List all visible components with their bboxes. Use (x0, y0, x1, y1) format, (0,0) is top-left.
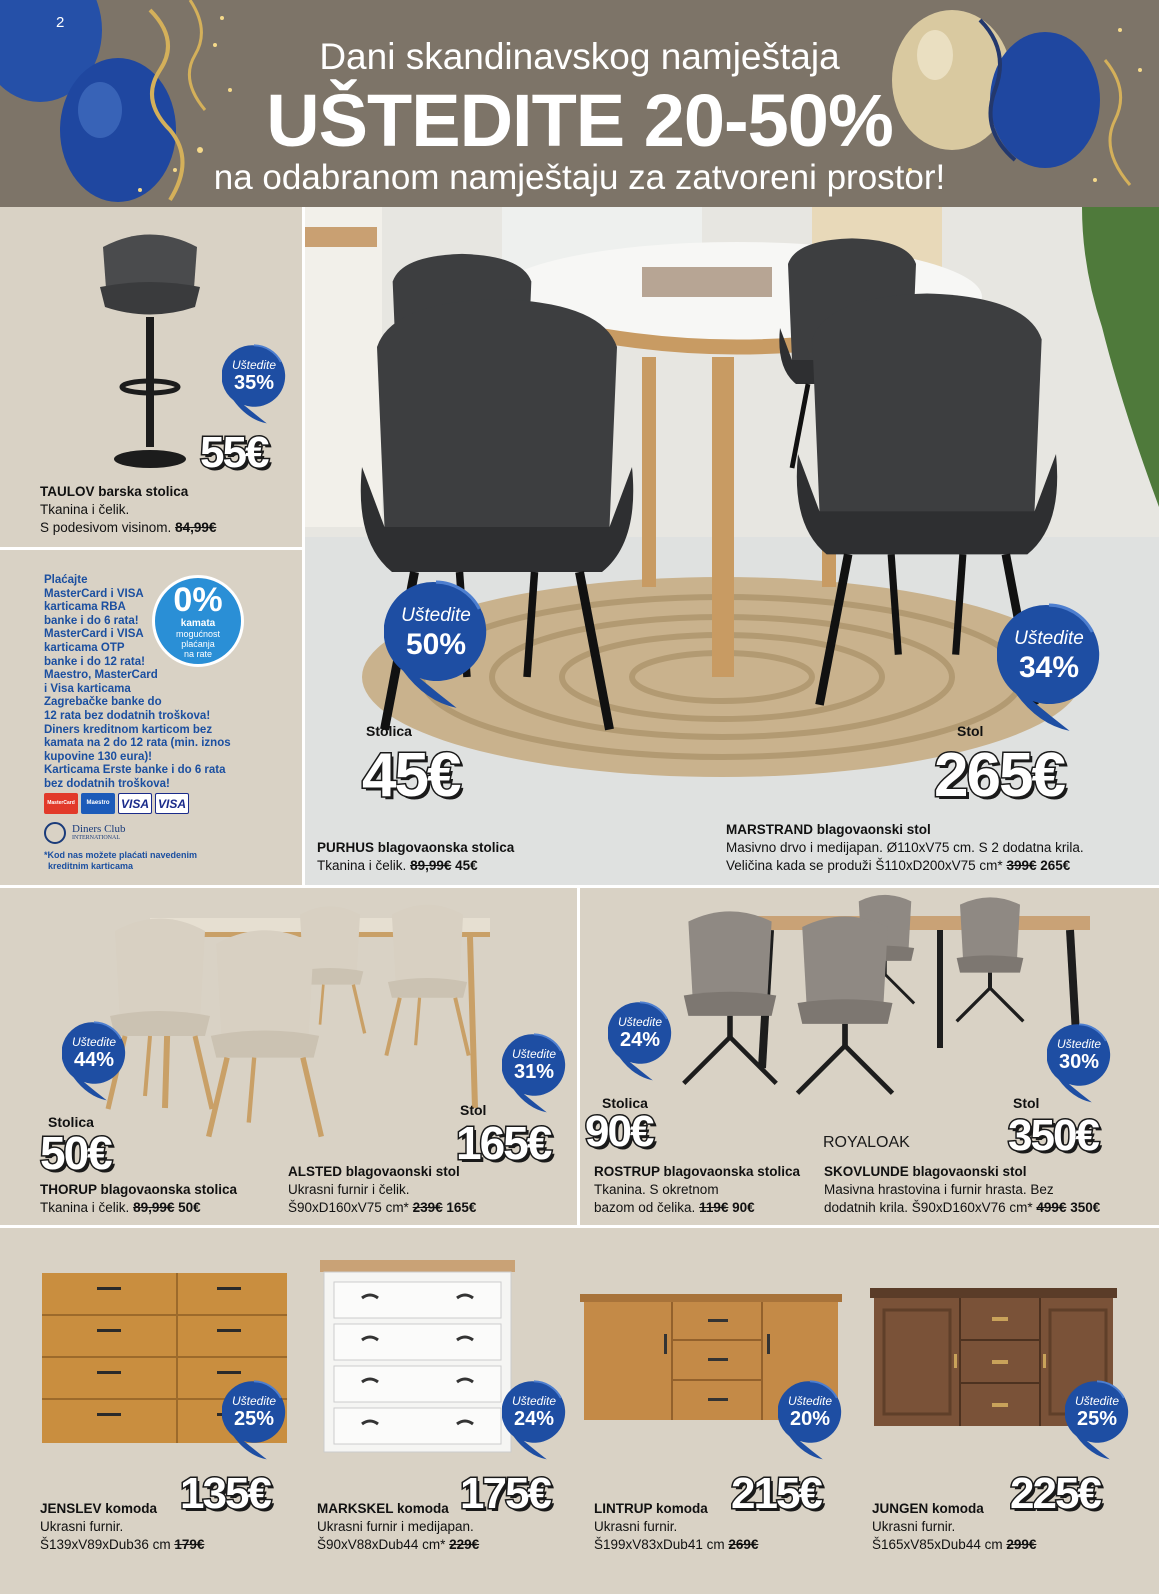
product-name: THORUP blagovaonska stolica (40, 1182, 238, 1197)
banner-tagline: na odabranom namještaju za zatvoreni prostor! (213, 158, 946, 197)
savings-badge: Uštedite 44% (62, 1021, 126, 1103)
rostrup-description: ROSTRUP blagovaonska stolica Tkanina. S okretnom bazom od čelika. 119€ 90€ (594, 1164, 801, 1215)
savings-badge: Uštedite 25% (222, 1380, 286, 1462)
product-name: TAULOV barska stolica (40, 484, 189, 499)
savings-badge: Uštedite 50% (384, 580, 488, 712)
price: 350€ (1008, 1111, 1098, 1160)
mastercard-logo: MasterCard (44, 793, 78, 814)
markskel-description: MARKSKEL komoda Ukrasni furnir i medijapan. Š90xV88xDub44 cm* 229€ (317, 1501, 480, 1552)
hero-dining-scene (302, 207, 1159, 885)
lintrup-description: LINTRUP komoda Ukrasni furnir. Š199xV83xDub41 cm 269€ (594, 1501, 759, 1552)
old-price: 89,99€ (410, 858, 452, 873)
product-name: JUNGEN komoda (872, 1501, 984, 1516)
product-jenslev[interactable] (0, 1228, 290, 1594)
product-alsted-thorup[interactable] (0, 888, 577, 1225)
divider (0, 547, 302, 550)
product-name: ROSTRUP blagovaonska stolica (594, 1164, 801, 1179)
visa-logo: VISA (118, 793, 152, 814)
diners-club-logo: Diners Club INTERNATIONAL (44, 822, 154, 846)
alsted-dining-set-image (100, 888, 520, 1148)
price: 90€ (585, 1107, 653, 1156)
product-jungen[interactable] (870, 1228, 1159, 1594)
promo-banner (0, 0, 1159, 207)
jungen-description: JUNGEN komoda Ukrasni furnir. Š165xV85xDub44 cm 299€ (872, 1501, 1037, 1552)
product-label: Stolica (48, 1114, 94, 1130)
product-label: Stolica (366, 723, 412, 739)
price: 225€ (1010, 1469, 1100, 1518)
payment-note: *Kod nas možete plaćati navedenim kreditnim karticama (44, 850, 198, 871)
savings-badge: Uštedite 31% (502, 1033, 566, 1115)
price: 265€ (934, 741, 1064, 810)
product-name: PURHUS blagovaonska stolica (317, 840, 515, 855)
price: 215€ (731, 1469, 821, 1518)
product-taulov[interactable] (0, 207, 302, 547)
old-price: 179€ (174, 1537, 205, 1552)
card-logos (44, 793, 194, 815)
visa-electron-logo: VISA (155, 793, 189, 814)
price: 55€ (200, 428, 268, 477)
product-name: MARKSKEL komoda (317, 1501, 449, 1516)
price: 165€ (456, 1117, 551, 1169)
jenslev-description: JENSLEV komoda Ukrasni furnir. Š139xV89xDub36 cm 179€ (40, 1501, 205, 1552)
banner-headline: UŠTEDITE 20-50% (266, 79, 893, 162)
product-skovlunde-rostrup[interactable] (580, 888, 1159, 1225)
payment-info: Plaćajte MasterCard i VISA karticama RBA banke i do 6 rata! MasterCard i VISA karticama OTP banke i do 12 rata! Maestro, MasterCard i Visa karticama Zagrebačke banke do 12 rata bez dodatnih troškova! Diners kreditnom karticom bez kamata na 2 do 12 rata (min. iznos kupovine 130 eura)! Karticama Erste banke i do 6 rata bez dodatnih troškova! (44, 574, 231, 790)
product-name: JENSLEV komoda (40, 1501, 158, 1516)
royaloak-logo: ROYALOAK (823, 1134, 910, 1151)
skovlunde-description: SKOVLUNDE blagovaonski stol Masivna hrastovina i furnir hrasta. Bez dodatnih krila. Š90xD160xV76 cm* 499€ 350€ (824, 1164, 1101, 1215)
savings-badge: Uštedite 24% (502, 1380, 566, 1462)
savings-badge: Uštedite 25% (1065, 1380, 1129, 1462)
savings-badge: Uštedite 34% (997, 603, 1101, 735)
alsted-description: ALSTED blagovaonski stol Ukrasni furnir i čelik. Š90xD160xV75 cm* 239€ 165€ (288, 1164, 477, 1215)
old-price: 119€ (699, 1200, 729, 1215)
savings-badge: Uštedite 24% (608, 1001, 672, 1083)
maestro-logo: Maestro (81, 793, 115, 814)
skovlunde-dining-set-image (670, 888, 1110, 1098)
old-price: 239€ (412, 1200, 443, 1215)
product-name: LINTRUP komoda (594, 1501, 708, 1516)
product-label: Stolica (602, 1095, 648, 1111)
price: 135€ (180, 1469, 270, 1518)
bar-stool-image (95, 227, 205, 477)
old-price: 269€ (728, 1537, 759, 1552)
old-price: 399€ (1006, 858, 1037, 873)
product-label: Stol (1013, 1095, 1040, 1111)
thorup-description: THORUP blagovaonska stolica Tkanina i čelik. 89,99€ 50€ (40, 1182, 238, 1215)
savings-badge: Uštedite 20% (778, 1380, 842, 1462)
savings-badge: Uštedite 35% (222, 344, 286, 426)
product-label: Stol (460, 1102, 487, 1118)
marstrand-description: MARSTRAND blagovaonski stol Masivno drvo i medijapan. Ø110xV75 cm. S 2 dodatna krila. Veličina kada se produži Š110xD200xV75 cm* 399€ 265€ (726, 822, 1084, 873)
page-number: 2 (56, 14, 65, 31)
savings-badge: Uštedite 30% (1047, 1023, 1111, 1105)
product-markskel[interactable] (290, 1228, 580, 1594)
old-price: 89,99€ (133, 1200, 175, 1215)
zero-interest-badge: 0% kamata mogućnost plaćanja na rate (152, 575, 244, 667)
product-description: TAULOV barska stolica Tkanina i čelik. S podesivom visinom. 84,99€ (40, 484, 217, 535)
product-label: Stol (957, 723, 984, 739)
old-price: 229€ (449, 1537, 480, 1552)
product-name: SKOVLUNDE blagovaonski stol (824, 1164, 1027, 1179)
product-name: MARSTRAND blagovaonski stol (726, 822, 931, 837)
price: 45€ (362, 741, 460, 810)
old-price: 299€ (1006, 1537, 1037, 1552)
old-price: 499€ (1036, 1200, 1067, 1215)
price: 175€ (460, 1469, 550, 1518)
product-name: ALSTED blagovaonski stol (288, 1164, 460, 1179)
divider (302, 207, 305, 885)
price: 50€ (40, 1127, 111, 1179)
purhus-description: PURHUS blagovaonska stolica Tkanina i čelik. 89,99€ 45€ (317, 840, 515, 873)
banner-subtitle: Dani skandinavskog namještaja (319, 36, 840, 77)
old-price: 84,99€ (175, 520, 217, 535)
markskel-commode-image (320, 1260, 515, 1454)
product-lintrup[interactable] (580, 1228, 870, 1594)
